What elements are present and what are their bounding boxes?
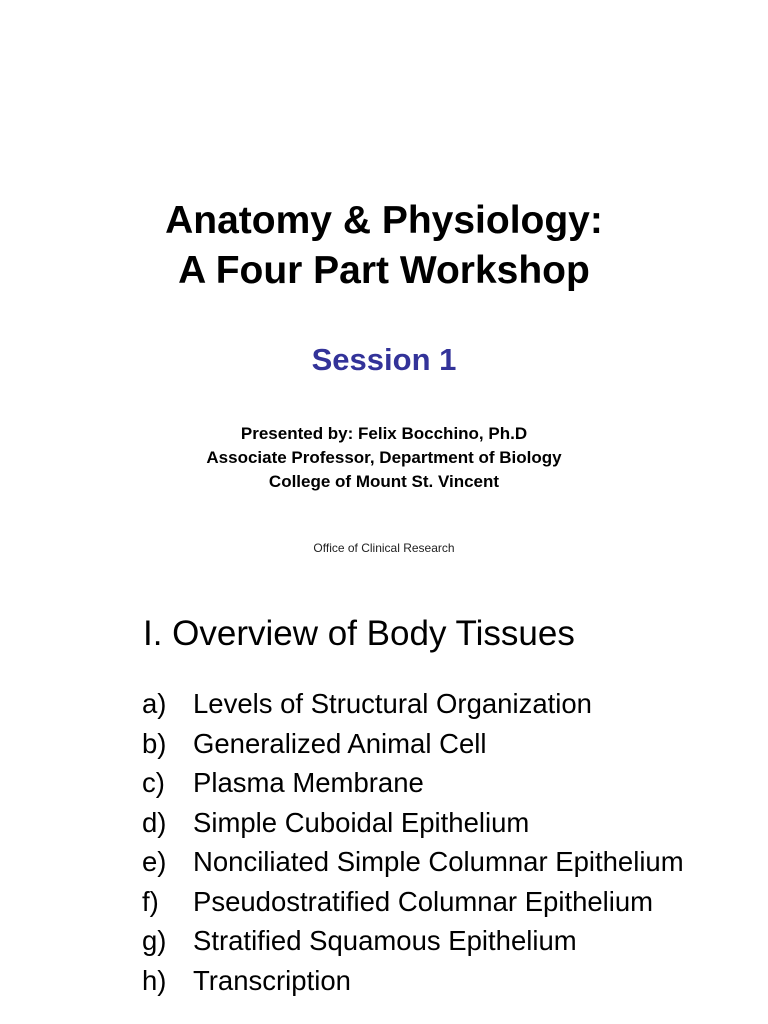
- slide-footer: Office of Clinical Research: [313, 541, 455, 555]
- list-item: [142, 882, 684, 922]
- list-item: [142, 842, 684, 882]
- title-line-1: Anatomy & Physiology:: [165, 199, 603, 242]
- list-item: [142, 724, 684, 764]
- list-marker: h): [142, 964, 167, 996]
- list-marker: a): [142, 688, 167, 719]
- list-item-text: Stratified Squamous Epithelium: [193, 925, 577, 956]
- title-line-2: A Four Part Workshop: [178, 249, 590, 292]
- list-item: [142, 684, 684, 724]
- list-marker: e): [142, 846, 167, 877]
- section-heading: I. Overview of Body Tissues: [143, 614, 575, 653]
- list-marker: b): [142, 727, 167, 759]
- slide-title: [0, 196, 768, 296]
- list-marker: g): [142, 925, 167, 956]
- presenter-line-1: Presented by: Felix Bocchino, Ph.D: [240, 424, 528, 443]
- presenter-line-3: College of Mount St. Vincent: [268, 472, 500, 491]
- list-item-text: Nonciliated Simple Columnar Epithelium: [193, 846, 684, 877]
- list-item-text: Pseudostratified Columnar Epithelium: [193, 885, 654, 917]
- list-item: [142, 803, 684, 843]
- overview-slide: [0, 590, 768, 1024]
- list-item-text: Transcription: [193, 964, 351, 996]
- topic-list: [142, 684, 684, 1000]
- list-item-text: Levels of Structural Organization: [193, 688, 592, 719]
- list-item-text: Simple Cuboidal Epithelium: [193, 806, 530, 838]
- presenter-info: [0, 422, 768, 494]
- presenter-line-2: Associate Professor, Department of Biology: [206, 448, 562, 467]
- list-item: [142, 961, 684, 1001]
- list-item-text: Generalized Animal Cell: [193, 727, 487, 759]
- list-marker: f): [142, 885, 159, 917]
- list-item: [142, 763, 684, 803]
- list-marker: d): [142, 806, 167, 838]
- session-label: Session 1: [311, 342, 457, 377]
- list-item: [142, 921, 684, 961]
- list-item-text: Plasma Membrane: [193, 767, 424, 798]
- list-marker: c): [142, 767, 165, 798]
